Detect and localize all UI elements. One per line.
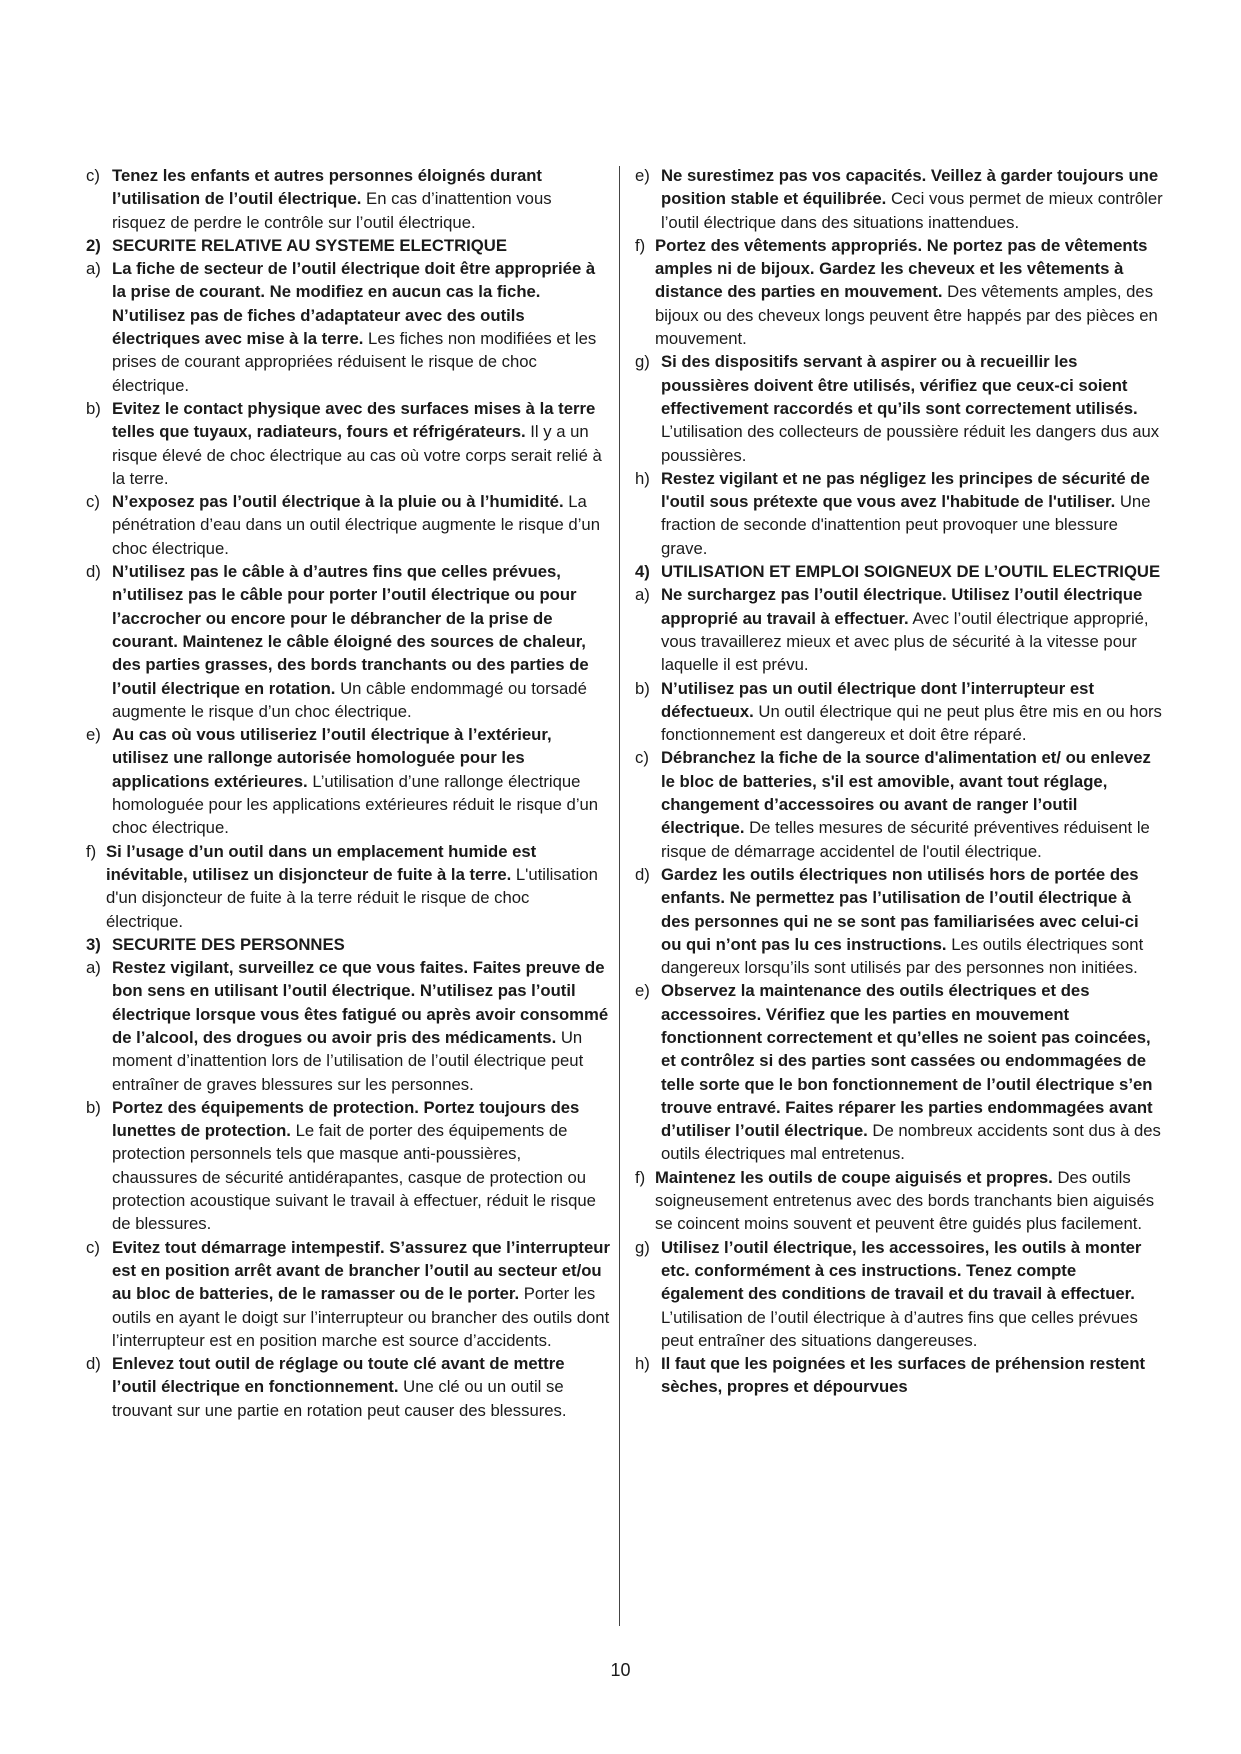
list-item (86, 257, 610, 397)
item-bold-text: Utilisez l’outil électrique, les accessoires, les outils à monter etc. conformément à ces instructions. Tenez compte également des conditions de travail et du travail à effectuer. (661, 1237, 1142, 1304)
item-label: c) (86, 166, 100, 185)
item-label: d) (86, 562, 101, 582)
left-column (86, 164, 610, 1422)
item-bold-text: N’utilisez pas le câble à d’autres fins que celles prévues, n’utilisez pas le câble pour porter l’outil électrique ou pour l’accrocher ou encore pour le débrancher de la prise de courant. Maintenez le câble éloigné des sources de chaleur, des parties grasses, des bords tranchants ou des parties de l’outil électrique en rotation. (112, 562, 589, 698)
list-item (86, 560, 610, 723)
item-label: c) (86, 1237, 100, 1257)
item-text: De telles mesures de sécurité préventives réduisent le risque de démarrage accidentel de l'outil électrique. (661, 818, 1150, 861)
list-item (635, 863, 1163, 979)
item-label: f) (635, 235, 646, 255)
section-heading (86, 933, 610, 956)
item-label: g) (635, 352, 650, 372)
item-bold-text: Si l’usage d’un outil dans un emplacement humide est inévitable, utilisez un disjoncteur de fuite à la terre. (106, 841, 537, 884)
list-item (86, 956, 610, 1096)
list-item (86, 490, 610, 560)
item-bold-text: Si des dispositifs servant à aspirer ou à recueillir les poussières doivent être utilisés, vérifiez que ceux-ci soient effectivement raccordés et qu’ils sont correctement utilisés. (661, 352, 1138, 418)
item-bold-text: Enlevez tout outil de réglage ou toute clé avant de mettre l’outil électrique en fonctionnement. (112, 1354, 565, 1397)
item-text: L’utilisation de l’outil électrique à d’autres fins que celles prévues peut entraîner des situations dangereuses. (661, 1307, 1138, 1350)
right-column (635, 164, 1163, 1399)
list-item (635, 1236, 1163, 1352)
item-text: Un outil électrique qui ne peut plus être mis en ou hors fonctionnement est dangereux et doit être réparé. (661, 701, 1162, 745)
item-label: f) (635, 1167, 646, 1187)
section-heading (86, 234, 610, 257)
list-item (86, 1096, 610, 1236)
item-bold-text: Ne surestimez pas vos capacités. Veillez à garder toujours une position stable et équilibrée. (661, 166, 1159, 209)
column-divider (619, 166, 620, 1626)
item-text: En cas d’inattention vous risquez de perdre le contrôle sur l’outil électrique. (112, 189, 552, 232)
list-item (635, 979, 1163, 1165)
item-text: Avec l’outil électrique approprié, vous travaillerez mieux et avec plus de sécurité à la vitesse pour laquelle il est prévu. (661, 608, 1149, 675)
item-label: e) (635, 166, 650, 185)
item-text: L'utilisation d'un disjoncteur de fuite à la terre réduit le risque de choc électrique. (106, 864, 598, 931)
item-label: b) (86, 398, 101, 418)
item-bold-text: Portez des vêtements appropriés. Ne portez pas de vêtements amples ni de bijoux. Gardez les cheveux et les vêtements à distance des parties en mouvement. (655, 235, 1148, 302)
item-text: Les outils électriques sont dangereux lorsqu’ils sont utilisés par des personnes non initiées. (661, 934, 1144, 978)
item-label: h) (635, 468, 650, 488)
item-label: a) (86, 259, 101, 279)
item-text: De nombreux accidents sont dus à des outils électriques mal entretenus. (661, 1121, 1161, 1164)
item-text: Une fraction de seconde d'inattention peut provoquer une blessure grave. (661, 492, 1151, 558)
item-text: Il y a un risque élevé de choc électrique au cas où votre corps serait relié à la terre. (112, 422, 602, 488)
item-text: Un moment d’inattention lors de l’utilisation de l’outil électrique peut entraîner de graves blessures sur les personnes. (112, 1027, 584, 1094)
item-bold-text: Gardez les outils électriques non utilisés hors de portée des enfants. Ne permettez pas l’utilisation de l’outil électrique à des personnes qui ne se sont pas familiarisées avec celui-ci ou qui n’ont pas lu ces instructions. (661, 864, 1139, 954)
item-bold-text: Tenez les enfants et autres personnes éloignés durant l’utilisation de l’outil électrique. (112, 166, 542, 209)
item-text: La pénétration d’eau dans un outil électrique augmente le risque d’un choc électrique. (112, 492, 600, 558)
page-number: 10 (610, 1660, 631, 1680)
item-text: Des vêtements amples, des bijoux ou des cheveux longs peuvent être happés par des pièces en mouvement. (655, 282, 1158, 349)
item-bold-text: Débranchez la fiche de la source d'alimentation et/ ou enlevez le bloc de batteries, s'il est amovible, avant tout réglage, changement d’accessoires ou avant de ranger l’outil électrique. (661, 748, 1151, 838)
item-text: Ceci vous permet de mieux contrôler l’outil électrique dans des situations inattendues. (661, 189, 1163, 232)
list-item (635, 467, 1163, 560)
item-label: f) (86, 841, 97, 861)
item-text: Le fait de porter des équipements de protection personnels tels que masque anti-poussières, chaussures de sécurité antidérapantes, casque de protection ou protection acoustique suivant le travail à effectuer, réduit le risque de blessures. (112, 1121, 596, 1234)
list-item (86, 840, 610, 933)
item-bold-text: La fiche de secteur de l’outil électrique doit être appropriée à la prise de courant. Ne modifiez en aucun cas la fiche. N’utilisez pas de fiches d’adaptateur avec des outils électriques avec mise à la terre. (112, 259, 596, 349)
item-label: d) (635, 864, 650, 884)
list-item (635, 234, 1163, 350)
item-label: g) (635, 1237, 650, 1257)
list-item (635, 164, 1163, 234)
item-bold-text: Au cas où vous utiliseriez l’outil électrique à l’extérieur, utilisez une rallonge autorisée homologuée pour les applications extérieures. (112, 725, 552, 791)
item-label: b) (86, 1097, 101, 1117)
list-item (86, 723, 610, 839)
item-label: c) (86, 492, 100, 512)
list-item (635, 677, 1163, 747)
item-label: b) (635, 678, 650, 698)
list-item (635, 583, 1163, 676)
item-bold-text: Evitez le contact physique avec des surfaces mises à la terre telles que tuyaux, radiateurs, fours et réfrigérateurs. (112, 398, 596, 442)
item-label: h) (635, 1354, 650, 1374)
list-item (86, 1236, 610, 1352)
item-text: Une clé ou un outil se trouvant sur une partie en rotation peut causer des blessures. (112, 1377, 567, 1420)
item-label: e) (635, 981, 650, 1001)
item-bold-text: Observez la maintenance des outils électriques et des accessoires. Vérifiez que les parties en mouvement fonctionnent correctement et qu’elles ne soient pas coincées, et contrôlez si des parties sont cassées ou endommagées de telle sorte que le bon fonctionnement de l’outil électrique s’en trouve entravé. Faites réparer les parties endommagées avant d’utiliser l’outil électrique. (661, 981, 1153, 1141)
item-bold-text: N’exposez pas l’outil électrique à la pluie ou à l’humidité. (112, 492, 564, 512)
item-label: 3) (86, 934, 101, 954)
item-text: Porter les outils en ayant le doigt sur l’interrupteur ou brancher des outils dont l’interrupteur est en position marche est source d’accidents. (112, 1284, 610, 1350)
section-heading-text: UTILISATION ET EMPLOI SOIGNEUX DE L’OUTIL ELECTRIQUE (661, 562, 1161, 582)
item-text: L’utilisation d’une rallonge électrique homologuée pour les applications extérieures réduit le risque d’un choc électrique. (112, 771, 599, 838)
list-item (86, 1352, 610, 1422)
item-bold-text: Evitez tout démarrage intempestif. S’assurez que l’interrupteur est en position arrêt avant de brancher l’outil au secteur et/ou au bloc de batteries, de le ramasser ou de le porter. (112, 1237, 610, 1304)
item-text: Un câble endommagé ou torsadé augmente le risque d’un choc électrique. (112, 678, 587, 721)
item-bold-text: Restez vigilant, surveillez ce que vous faites. Faites preuve de bon sens en utilisant l’outil électrique. N’utilisez pas l’outil électrique lorsque vous êtes fatigué ou après avoir consommé de l’alcool, des drogues ou avoir pris des médicaments. (112, 958, 609, 1047)
section-heading-text: SECURITE RELATIVE AU SYSTEME ELECTRIQUE (112, 235, 507, 255)
list-item (86, 397, 610, 490)
list-item (635, 1352, 1163, 1399)
item-bold-text: N’utilisez pas un outil électrique dont l’interrupteur est défectueux. (661, 678, 1094, 721)
section-heading (635, 560, 1163, 583)
item-bold-text: Restez vigilant et ne pas négligez les principes de sécurité de l'outil sous prétexte que vous avez l'habitude de l'utiliser. (661, 468, 1150, 512)
item-bold-text: Portez des équipements de protection. Portez toujours des lunettes de protection. (112, 1097, 580, 1141)
item-label: a) (86, 958, 101, 978)
item-text: Les fiches non modifiées et les prises de courant appropriées réduisent le risque de choc électrique. (112, 329, 597, 395)
list-item (635, 350, 1163, 466)
item-label: a) (635, 585, 650, 605)
list-item (635, 1166, 1163, 1236)
list-item (86, 164, 610, 234)
item-label: 2) (86, 235, 101, 255)
list-item (635, 746, 1163, 862)
item-text: Des outils soigneusement entretenus avec des bords tranchants bien aiguisés se coincent moins souvent et peuvent être guidés plus facilement. (655, 1167, 1155, 1234)
item-bold-text: Ne surchargez pas l’outil électrique. Utilisez l’outil électrique approprié au travail à effectuer. (661, 585, 1143, 628)
item-bold-text: Il faut que les poignées et les surfaces de préhension restent sèches, propres et dépourvues (661, 1354, 1146, 1397)
item-label: e) (86, 725, 101, 745)
item-bold-text: Maintenez les outils de coupe aiguisés et propres. (655, 1167, 1053, 1187)
item-label: c) (635, 748, 649, 768)
section-heading-text: SECURITE DES PERSONNES (112, 934, 345, 954)
item-label: 4) (635, 562, 650, 582)
item-label: d) (86, 1354, 101, 1374)
item-text: L’utilisation des collecteurs de poussière réduit les dangers dus aux poussières. (661, 422, 1160, 465)
